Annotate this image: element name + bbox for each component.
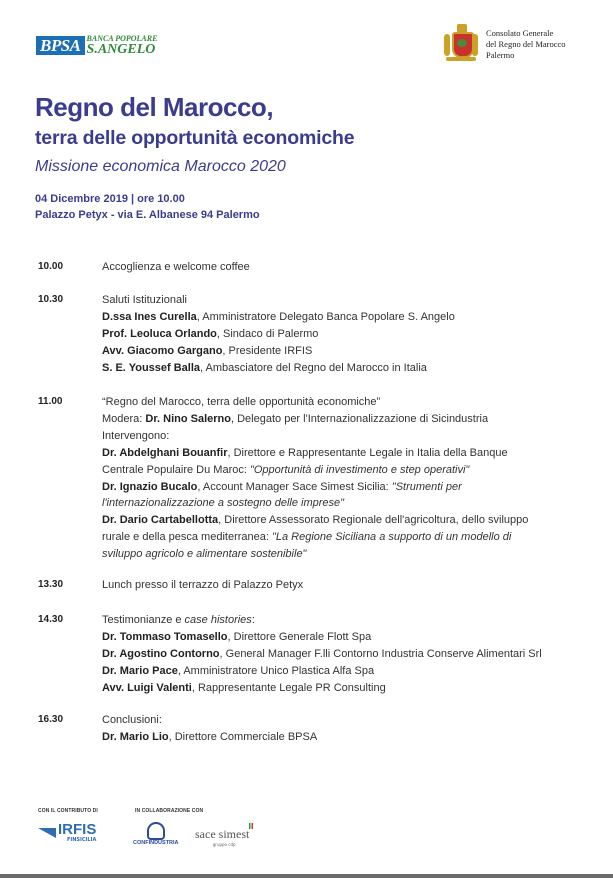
program-line — [102, 445, 582, 462]
program-text: Testimonianze e — [102, 614, 185, 626]
talk-title: "Strumenti per — [391, 480, 462, 493]
program-description — [102, 577, 582, 594]
program-line — [102, 462, 582, 479]
program-text: , General Manager F.lli Contorno Industria Conserve Alimentari Srl — [219, 647, 542, 660]
consulate-line: del Regno del Marocco — [486, 38, 566, 49]
program-text: rurale e della pesca mediterranea: — [102, 531, 272, 544]
irfis-sub: FINSICILIA — [66, 837, 97, 843]
program-text: , Presidente IRFIS — [222, 344, 313, 357]
event-venue: Palazzo Petyx - via E. Albanese 94 Palermo — [35, 209, 260, 221]
program-line — [102, 612, 582, 629]
program-line — [102, 712, 582, 729]
speaker-name: Dr. Nino Salerno — [145, 412, 231, 425]
program-description — [102, 394, 582, 563]
program-line — [102, 577, 582, 594]
program-line — [102, 629, 582, 646]
program-text: , Rappresentante Legale PR Consulting — [191, 681, 386, 694]
program-description — [102, 292, 582, 377]
program-line — [102, 360, 582, 377]
bpsa-logo-abbr: BPSA — [36, 36, 85, 55]
speaker-name: S. E. Youssef Balla — [102, 361, 201, 374]
program-description — [102, 712, 582, 746]
program-line — [102, 259, 582, 276]
program-text: Modera: — [102, 412, 146, 425]
program-line — [102, 479, 582, 496]
program-line — [102, 680, 582, 697]
speaker-name: Dr. Dario Cartabellotta — [102, 514, 219, 527]
program-line — [102, 394, 582, 411]
program-description — [102, 612, 582, 697]
bpsa-logo-line2: S.ANGELO — [86, 42, 156, 57]
irfis-wing-icon — [38, 828, 56, 838]
program-description — [102, 259, 582, 276]
program-line — [102, 411, 582, 428]
confindustria-mark-icon — [147, 822, 165, 840]
consulate-logo — [444, 24, 566, 64]
confindustria-logo — [133, 822, 179, 846]
speaker-name: Dr. Abdelghani Bouanfir — [102, 446, 228, 459]
program-text: Lunch presso il terrazzo di Palazzo Petyx — [102, 579, 304, 591]
contribution-label: CON IL CONTRIBUTO DI — [38, 808, 98, 814]
program-line — [102, 729, 582, 746]
page-subtitle: Missione economica Marocco 2020 — [35, 158, 286, 175]
page-title: Regno del Marocco, — [35, 92, 274, 122]
bpsa-logo-line1: BANCA POPOLARE — [86, 34, 158, 43]
program-text: : — [251, 614, 255, 626]
program-time: 10.00 — [38, 261, 64, 272]
bpsa-logo — [36, 34, 157, 56]
program-text: Intervengono: — [102, 429, 170, 442]
page-title-line2: terra delle opportunità economiche — [35, 127, 355, 149]
talk-title: "La Regione Siciliana a supporto di un modello di — [271, 531, 512, 544]
program-time: 14.30 — [38, 614, 64, 625]
collaboration-label: IN COLLABORAZIONE CON — [135, 808, 204, 814]
irfis-name: IRFIS — [58, 821, 97, 838]
event-info — [35, 191, 260, 223]
italian-flag-icon — [249, 823, 253, 829]
sace-name: sace simest — [195, 827, 250, 841]
program-text: , Direttore Assessorato Regionale dell'agricoltura, dello sviluppo — [218, 514, 529, 527]
program-text: , Amministratore Delegato Banca Popolare S. Angelo — [196, 310, 455, 323]
consulate-line: Consolato Generale — [486, 27, 554, 38]
sace-sub: gruppo cdp — [212, 842, 236, 847]
program-text: , Direttore e Rappresentante Legale in Italia della Banque — [227, 446, 508, 459]
program-text: , Sindaco di Palermo — [216, 327, 319, 340]
program-line — [102, 663, 582, 680]
talk-title: case histories — [184, 614, 252, 626]
consulate-line: Palermo — [486, 49, 515, 60]
program-line — [102, 512, 582, 529]
speaker-name: Dr. Ignazio Bucalo — [102, 480, 198, 493]
irfis-logo — [38, 823, 96, 843]
program-line — [102, 292, 582, 309]
program-text: , Account Manager Sace Simest Sicilia: — [197, 480, 392, 493]
sace-simest-logo — [195, 823, 253, 847]
program-text: Centrale Populaire Du Maroc: — [102, 463, 250, 476]
program-line — [102, 428, 582, 445]
program-text: , Amministratore Unico Plastica Alfa Spa — [177, 664, 375, 677]
program-text: , Direttore Commerciale BPSA — [168, 730, 318, 743]
program-time: 16.30 — [38, 714, 64, 725]
confindustria-name: CONFINDUSTRIA — [133, 840, 179, 846]
speaker-name: Dr. Agostino Contorno — [102, 647, 220, 660]
speaker-name: Avv. Giacomo Gargano — [102, 344, 223, 357]
page-bottom-edge — [0, 874, 613, 878]
moroccan-coat-of-arms-icon — [444, 24, 478, 64]
program-text: Conclusioni: — [102, 714, 162, 726]
event-date: 04 Dicembre 2019 | ore 10.00 — [35, 193, 185, 205]
speaker-name: D.ssa Ines Curella — [102, 310, 197, 323]
program-line — [102, 646, 582, 663]
talk-title: sviluppo agricolo e alimentare sostenibile" — [102, 548, 307, 561]
speaker-name: Dr. Mario Pace — [102, 664, 178, 677]
program-line — [102, 546, 582, 563]
program-text: “Regno del Marocco, terra delle opportunità economiche” — [102, 396, 381, 408]
program-text: , Direttore Generale Flott Spa — [227, 630, 372, 643]
program-line — [102, 326, 582, 343]
program-text: Saluti Istituzionali — [102, 294, 187, 306]
program-line — [102, 343, 582, 360]
speaker-name: Prof. Leoluca Orlando — [102, 327, 217, 340]
speaker-name: Dr. Mario Lio — [102, 730, 169, 743]
program-text: , Delegato per l'Internazionalizzazione di Sicindustria — [231, 412, 489, 425]
program-text: , Ambasciatore del Regno del Marocco in Italia — [200, 361, 427, 374]
program-line — [102, 309, 582, 326]
speaker-name: Avv. Luigi Valenti — [102, 681, 192, 694]
program-line — [102, 529, 582, 546]
talk-title: "Opportunità di investimento e step operativi" — [249, 463, 470, 476]
talk-title: l'internazionalizzazione a sostegno delle imprese" — [102, 497, 345, 510]
speaker-name: Dr. Tommaso Tomasello — [102, 630, 228, 643]
program-line — [102, 495, 582, 512]
program-time: 11.00 — [38, 396, 63, 407]
program-time: 13.30 — [38, 579, 64, 590]
program-time: 10.30 — [38, 294, 64, 305]
program-text: Accoglienza e welcome coffee — [102, 261, 250, 273]
